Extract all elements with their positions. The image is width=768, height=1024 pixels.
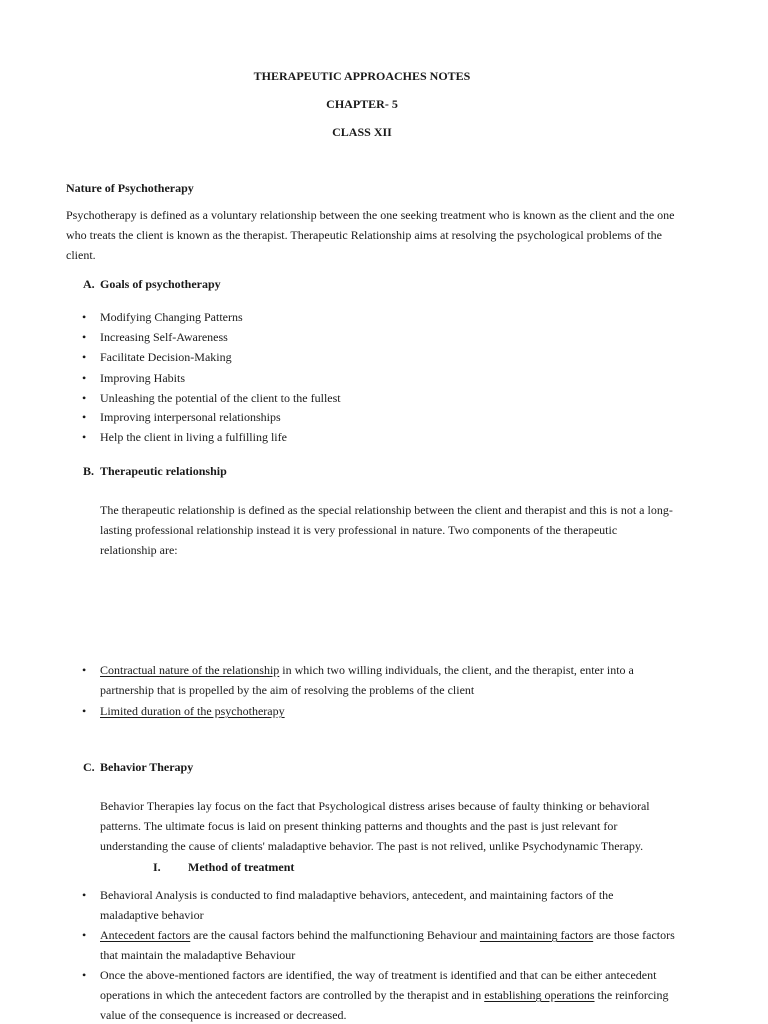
method-item-continuation: maladaptive behavior <box>100 908 204 922</box>
behavior-marker: C. <box>83 760 95 774</box>
relationship-marker: B. <box>83 464 95 478</box>
method-item-continuation <box>100 988 669 1003</box>
relationship-line: lasting professional relationship instead it is very professional in nature. Two components of the therapeutic <box>100 523 618 537</box>
bullet-icon: • <box>82 310 87 324</box>
component-text: in which two willing individuals, the client, and the therapist, enter into a <box>279 663 634 677</box>
nature-line: Psychotherapy is defined as a voluntary relationship between the one seeking treatment who is known as the client and the one <box>66 208 675 222</box>
goal-item: Improving interpersonal relationships <box>100 410 281 424</box>
document-title: THERAPEUTIC APPROACHES NOTES <box>253 69 471 83</box>
bullet-icon: • <box>82 663 87 677</box>
chapter-label: CHAPTER- 5 <box>326 97 398 111</box>
bullet-icon: • <box>82 350 87 364</box>
method-text: are the causal factors behind the malfunctioning Behaviour <box>190 928 480 942</box>
method-text: the reinforcing <box>594 988 669 1002</box>
relationship-paragraph <box>100 500 673 560</box>
component-item <box>100 704 285 719</box>
method-text: are those factors <box>593 928 675 942</box>
behavior-heading: Behavior Therapy <box>100 760 194 774</box>
nature-paragraph <box>66 205 675 265</box>
behavior-line: understanding the cause of clients' maladaptive behavior. The past is not relived, unlike Psychodynamic Therapy. <box>100 839 644 853</box>
bullet-icon: • <box>82 430 87 444</box>
bullet-icon: • <box>82 888 87 902</box>
bullet-icon: • <box>82 968 87 982</box>
method-item-continuation: that maintain the maladaptive Behaviour <box>100 948 296 962</box>
component-term: Contractual nature of the relationship <box>100 663 280 677</box>
bullet-icon: • <box>82 371 87 385</box>
component-item <box>100 663 634 678</box>
method-item <box>100 928 675 943</box>
method-heading: Method of treatment <box>188 860 295 874</box>
behavior-line: Behavior Therapies lay focus on the fact that Psychological distress arises because of faulty thinking or behavioral <box>100 799 650 813</box>
goals-marker: A. <box>83 277 95 291</box>
goal-item: Increasing Self-Awareness <box>100 330 228 344</box>
bullet-icon: • <box>82 410 87 424</box>
maintaining-term: and maintaining factors <box>479 928 594 942</box>
nature-line: who treats the client is known as the therapist. Therapeutic Relationship aims at resolving the psychological problems of the <box>66 228 662 242</box>
bullet-icon: • <box>82 330 87 344</box>
component-item-continuation: partnership that is propelled by the aim of resolving the problems of the client <box>100 683 475 697</box>
goal-item: Facilitate Decision-Making <box>100 350 232 364</box>
class-label: CLASS XII <box>332 125 392 139</box>
method-item: Once the above-mentioned factors are identified, the way of treatment is identified and that can be either antecedent <box>100 968 657 982</box>
relationship-heading: Therapeutic relationship <box>100 464 227 478</box>
behavior-paragraph <box>100 796 650 856</box>
goals-heading: Goals of psychotherapy <box>100 277 221 291</box>
bullet-icon: • <box>82 928 87 942</box>
relationship-line: The therapeutic relationship is defined as the special relationship between the client and therapist and this is not a long- <box>100 503 673 517</box>
goal-item: Improving Habits <box>100 371 185 385</box>
behavior-line: patterns. The ultimate focus is laid on present thinking patterns and thoughts and the past is just relevant for <box>100 819 618 833</box>
method-text: operations in which the antecedent factors are controlled by the therapist and in <box>100 988 485 1002</box>
bullet-icon: • <box>82 704 87 718</box>
bullet-icon: • <box>82 391 87 405</box>
method-item-continuation: value of the consequence is increased or decreased. <box>100 1008 347 1022</box>
nature-heading: Nature of Psychotherapy <box>66 181 194 195</box>
method-item: Behavioral Analysis is conducted to find maladaptive behaviors, antecedent, and maintaining factors of the <box>100 888 614 902</box>
method-marker: I. <box>153 860 161 874</box>
component-term: Limited duration of the psychotherapy <box>100 704 285 718</box>
goal-item: Help the client in living a fulfilling life <box>100 430 287 444</box>
establishing-term: establishing operations <box>484 988 595 1002</box>
goal-item: Modifying Changing Patterns <box>100 310 243 324</box>
antecedent-term: Antecedent factors <box>100 928 191 942</box>
nature-line: client. <box>66 248 96 262</box>
relationship-line: relationship are: <box>100 543 178 557</box>
goal-item: Unleashing the potential of the client to the fullest <box>100 391 341 405</box>
